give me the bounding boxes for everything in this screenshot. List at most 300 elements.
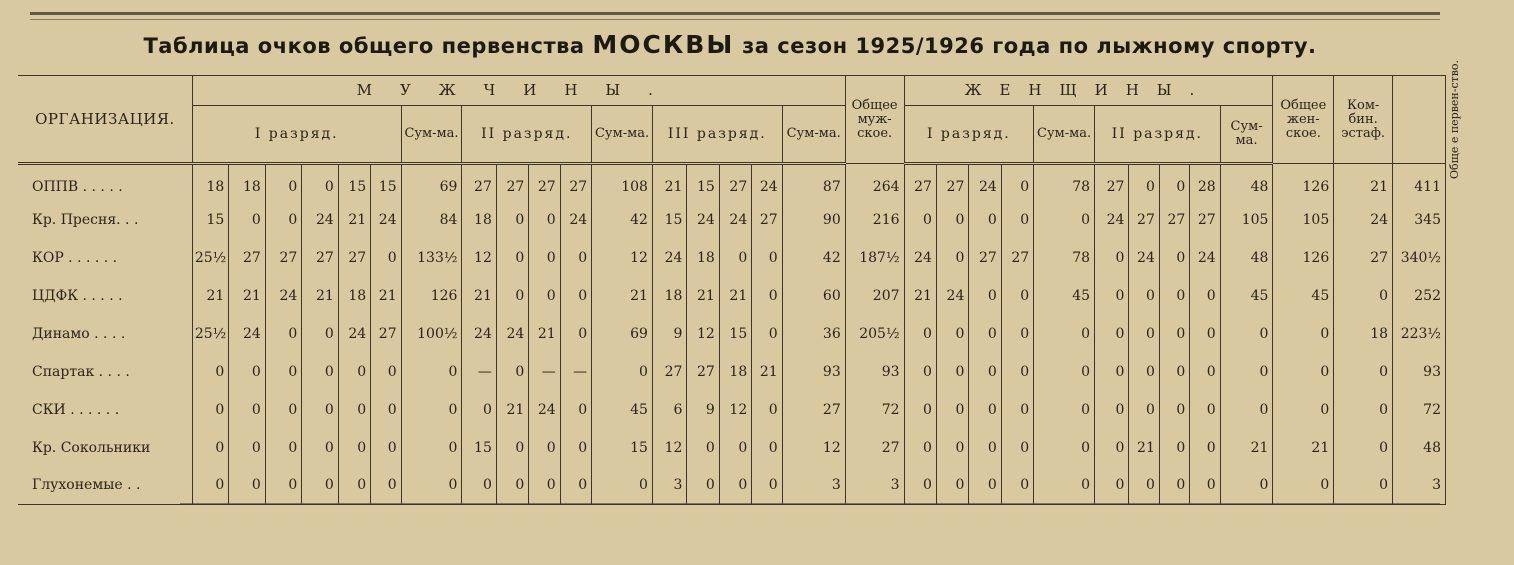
- score-cell-w1s: 78: [1034, 164, 1095, 202]
- score-cell-wt: 21: [1273, 429, 1334, 467]
- score-cell-w2: 0: [1159, 164, 1189, 202]
- score-cell-w1s: 0: [1034, 429, 1095, 467]
- score-cell-m3: 24: [752, 164, 782, 202]
- score-cell-m1: 21: [338, 201, 370, 239]
- score-cell-w2s: 0: [1220, 391, 1273, 429]
- score-cell-m1: 0: [265, 353, 301, 391]
- header-overall: [1393, 59, 1462, 180]
- score-cell-m1: 0: [192, 353, 228, 391]
- score-cell-m1: 27: [229, 239, 265, 277]
- score-cell-w1: 21: [904, 277, 936, 315]
- score-cell-relay: 0: [1334, 353, 1393, 391]
- score-cell-m3: 0: [752, 391, 782, 429]
- score-cell-relay: 18: [1334, 315, 1393, 353]
- score-cell-m3: 18: [652, 277, 686, 315]
- score-cell-w2: 0: [1190, 391, 1220, 429]
- score-cell-m1: 0: [265, 467, 301, 505]
- score-cell-total: 3: [1393, 467, 1446, 505]
- score-cell-m1s: 0: [401, 467, 462, 505]
- score-cell-w2: 24: [1129, 239, 1159, 277]
- score-cell-w2: 0: [1159, 429, 1189, 467]
- score-cell-m2: 18: [462, 201, 496, 239]
- score-cell-w1: 0: [969, 391, 1001, 429]
- score-cell-w2: 0: [1095, 315, 1129, 353]
- score-cell-m2: 0: [496, 467, 528, 505]
- score-cell-w1: 0: [904, 467, 936, 505]
- score-cell-m1: 0: [338, 429, 370, 467]
- score-cell-w1: 0: [904, 315, 936, 353]
- score-cell-m2: 0: [496, 353, 528, 391]
- score-cell-w2: 0: [1095, 239, 1129, 277]
- score-cell-m1: 21: [229, 277, 265, 315]
- header-overall-text: Обще е первен-ство.: [1448, 59, 1462, 180]
- score-cell-w2: 27: [1190, 201, 1220, 239]
- header-women-rank2-sum: Сум-ма.: [1220, 106, 1273, 164]
- score-cell-w1: 24: [936, 277, 968, 315]
- score-cell-m3: 24: [719, 201, 751, 239]
- score-cell-m3: 24: [687, 201, 719, 239]
- score-cell-m2: 24: [560, 201, 591, 239]
- organization-name: Динамо . . . .: [18, 315, 192, 353]
- score-cell-m2: 21: [496, 391, 528, 429]
- score-cell-w2: 24: [1095, 201, 1129, 239]
- score-cell-w1: 0: [969, 467, 1001, 505]
- score-cell-m1: 0: [192, 429, 228, 467]
- score-cell-w2s: 45: [1220, 277, 1273, 315]
- score-cell-m3s: 3: [782, 467, 845, 505]
- score-cell-m2s: 15: [592, 429, 653, 467]
- score-cell-w1: 0: [969, 353, 1001, 391]
- score-cell-m3: 15: [719, 315, 751, 353]
- header-men-rank2: II разряд.: [462, 106, 592, 164]
- table-row: [18, 277, 1446, 315]
- score-cell-m1: 0: [229, 201, 265, 239]
- score-cell-m2: 0: [462, 467, 496, 505]
- header-women-rank1-sum: Сум-ма.: [1034, 106, 1095, 164]
- score-cell-m1: 18: [229, 164, 265, 202]
- score-cell-w1s: 0: [1034, 353, 1095, 391]
- score-cell-w2: 0: [1129, 467, 1159, 505]
- header-men-rank3: III разряд.: [652, 106, 782, 164]
- score-cell-m3: 3: [652, 467, 686, 505]
- score-cell-m3: 0: [752, 315, 782, 353]
- score-cell-m1: 0: [302, 467, 338, 505]
- header-women-rank2: II разряд.: [1095, 106, 1221, 164]
- score-cell-m2: 0: [560, 315, 591, 353]
- score-cell-relay: 0: [1334, 467, 1393, 505]
- score-cell-total: 340½: [1393, 239, 1446, 277]
- organization-name: Глухонемые . .: [18, 467, 192, 505]
- score-cell-m1: 25½: [192, 239, 228, 277]
- organization-name: КОР . . . . . .: [18, 239, 192, 277]
- score-cell-w1: 0: [1001, 429, 1033, 467]
- score-cell-m1: 0: [302, 353, 338, 391]
- score-cell-wt: 126: [1273, 239, 1334, 277]
- score-cell-mt: 93: [845, 353, 904, 391]
- score-cell-m1: 21: [302, 277, 338, 315]
- score-cell-w2: 0: [1190, 353, 1220, 391]
- score-cell-w2s: 105: [1220, 201, 1273, 239]
- score-cell-w2: 28: [1190, 164, 1220, 202]
- score-cell-m3s: 93: [782, 353, 845, 391]
- score-cell-m1: 15: [192, 201, 228, 239]
- score-cell-w1: 27: [1001, 239, 1033, 277]
- score-table: [18, 59, 1462, 505]
- score-cell-m1: 0: [371, 353, 401, 391]
- score-cell-w1: 0: [904, 201, 936, 239]
- score-cell-relay: 27: [1334, 239, 1393, 277]
- score-cell-m1: 0: [229, 467, 265, 505]
- score-cell-m3s: 12: [782, 429, 845, 467]
- score-cell-w1: 0: [1001, 391, 1033, 429]
- score-cell-w2s: 48: [1220, 239, 1273, 277]
- score-cell-total: 48: [1393, 429, 1446, 467]
- score-cell-w2: 0: [1190, 429, 1220, 467]
- score-cell-m3s: 87: [782, 164, 845, 202]
- score-cell-m2: 27: [462, 164, 496, 202]
- top-rule: [30, 12, 1440, 15]
- score-cell-m2: 0: [529, 429, 560, 467]
- score-cell-m1: 0: [265, 429, 301, 467]
- score-cell-m1: 0: [265, 201, 301, 239]
- header-men-rank2-sum: Сум-ма.: [592, 106, 653, 164]
- score-cell-m1s: 0: [401, 391, 462, 429]
- score-cell-w1: 27: [904, 164, 936, 202]
- header-relay: Ком-бин. эстаф.: [1334, 76, 1393, 164]
- score-cell-m2: 0: [496, 277, 528, 315]
- score-cell-m1: 24: [265, 277, 301, 315]
- score-cell-w2: 0: [1159, 353, 1189, 391]
- score-cell-m3: 6: [652, 391, 686, 429]
- table-row: [18, 391, 1446, 429]
- score-cell-w1: 0: [1001, 315, 1033, 353]
- score-cell-total: 252: [1393, 277, 1446, 315]
- score-cell-w1s: 0: [1034, 315, 1095, 353]
- score-cell-w1: 0: [969, 429, 1001, 467]
- score-cell-m3: 15: [687, 164, 719, 202]
- score-cell-m1: 0: [192, 391, 228, 429]
- score-cell-wt: 0: [1273, 467, 1334, 505]
- score-cell-w2: 0: [1159, 391, 1189, 429]
- score-cell-wt: 0: [1273, 391, 1334, 429]
- score-cell-w2: 0: [1095, 429, 1129, 467]
- header-men-rank1: I разряд.: [192, 106, 401, 164]
- score-cell-m2: —: [560, 353, 591, 391]
- score-cell-m1s: 133½: [401, 239, 462, 277]
- score-cell-w1s: 0: [1034, 201, 1095, 239]
- score-cell-w1: 0: [1001, 467, 1033, 505]
- score-table-body: [18, 164, 1446, 505]
- score-cell-m3: 0: [752, 429, 782, 467]
- score-cell-m2: —: [529, 353, 560, 391]
- score-cell-wt: 0: [1273, 315, 1334, 353]
- score-cell-m1: 0: [338, 391, 370, 429]
- score-cell-m1: 27: [338, 239, 370, 277]
- score-cell-m1: 27: [265, 239, 301, 277]
- score-cell-m2: 27: [496, 164, 528, 202]
- score-cell-w2: 0: [1129, 315, 1159, 353]
- score-cell-relay: 0: [1334, 277, 1393, 315]
- score-cell-m2: 0: [529, 277, 560, 315]
- score-cell-mt: 27: [845, 429, 904, 467]
- score-cell-m2: 12: [462, 239, 496, 277]
- score-cell-w2: 24: [1190, 239, 1220, 277]
- score-cell-m2: 24: [529, 391, 560, 429]
- score-cell-relay: 24: [1334, 201, 1393, 239]
- score-cell-w2: 27: [1095, 164, 1129, 202]
- score-cell-w1: 24: [904, 239, 936, 277]
- score-cell-m1: 0: [192, 467, 228, 505]
- score-cell-m1: 15: [371, 164, 401, 202]
- score-cell-w2: 0: [1129, 164, 1159, 202]
- score-cell-w2: 0: [1129, 353, 1159, 391]
- score-cell-w1s: 0: [1034, 467, 1095, 505]
- score-cell-m3: 0: [719, 429, 751, 467]
- score-cell-relay: 0: [1334, 391, 1393, 429]
- score-cell-w2: 0: [1129, 391, 1159, 429]
- score-cell-m3: 18: [719, 353, 751, 391]
- score-cell-w1: 0: [969, 201, 1001, 239]
- score-cell-w1s: 0: [1034, 391, 1095, 429]
- score-cell-m3: 27: [652, 353, 686, 391]
- score-cell-wt: 126: [1273, 164, 1334, 202]
- score-cell-m2: 0: [496, 429, 528, 467]
- score-cell-m3: 27: [752, 201, 782, 239]
- score-cell-w1: 0: [969, 277, 1001, 315]
- score-cell-m2: 0: [560, 429, 591, 467]
- score-cell-m2: 0: [529, 239, 560, 277]
- score-cell-m1: 0: [265, 391, 301, 429]
- score-cell-m3s: 60: [782, 277, 845, 315]
- score-cell-w2s: 21: [1220, 429, 1273, 467]
- score-cell-w1: 0: [1001, 353, 1033, 391]
- score-cell-m3: 18: [687, 239, 719, 277]
- score-cell-m2: 27: [529, 164, 560, 202]
- score-cell-w2: 0: [1190, 277, 1220, 315]
- score-cell-m2s: 21: [592, 277, 653, 315]
- score-cell-m3: 0: [752, 467, 782, 505]
- score-cell-w1: 0: [969, 315, 1001, 353]
- score-cell-m2: 0: [560, 467, 591, 505]
- score-cell-m1: 0: [265, 315, 301, 353]
- bottom-rule: [180, 503, 1440, 505]
- score-cell-mt: 264: [845, 164, 904, 202]
- score-cell-m1: 27: [371, 315, 401, 353]
- score-cell-m2: 0: [462, 391, 496, 429]
- score-cell-m1: 0: [302, 164, 338, 202]
- score-cell-w2: 21: [1129, 429, 1159, 467]
- score-cell-total: 93: [1393, 353, 1446, 391]
- table-row: [18, 467, 1446, 505]
- score-cell-m2: 0: [496, 239, 528, 277]
- score-cell-m3s: 36: [782, 315, 845, 353]
- table-row: [18, 164, 1446, 202]
- score-cell-m2: 21: [529, 315, 560, 353]
- score-cell-m1: 21: [192, 277, 228, 315]
- score-cell-m1: 25½: [192, 315, 228, 353]
- table-row: [18, 429, 1446, 467]
- score-cell-m3: 0: [687, 467, 719, 505]
- score-cell-m3: 12: [687, 315, 719, 353]
- score-cell-m2: 0: [560, 277, 591, 315]
- score-cell-m2: 0: [560, 391, 591, 429]
- organization-name: СКИ . . . . . .: [18, 391, 192, 429]
- score-cell-w1: 0: [936, 391, 968, 429]
- score-cell-w1: 0: [936, 353, 968, 391]
- score-cell-w1: 0: [904, 391, 936, 429]
- score-cell-mt: 72: [845, 391, 904, 429]
- score-cell-wt: 105: [1273, 201, 1334, 239]
- score-cell-m1s: 0: [401, 353, 462, 391]
- score-cell-mt: 207: [845, 277, 904, 315]
- organization-name: Спартак . . . .: [18, 353, 192, 391]
- score-cell-m3: 0: [719, 239, 751, 277]
- score-cell-w1: 0: [936, 239, 968, 277]
- score-cell-w2s: 48: [1220, 164, 1273, 202]
- score-cell-m2s: 0: [592, 467, 653, 505]
- score-cell-m1s: 126: [401, 277, 462, 315]
- score-cell-m2s: 42: [592, 201, 653, 239]
- score-cell-m1: 27: [302, 239, 338, 277]
- score-cell-m1: 0: [302, 315, 338, 353]
- score-cell-w2: 0: [1190, 315, 1220, 353]
- score-cell-m3: 9: [652, 315, 686, 353]
- score-cell-w1: 24: [969, 164, 1001, 202]
- header-total-men: Общее муж-ское.: [845, 76, 904, 164]
- score-cell-m1: 18: [338, 277, 370, 315]
- table-row: [18, 315, 1446, 353]
- score-cell-m2: 0: [496, 201, 528, 239]
- score-cell-m3s: 27: [782, 391, 845, 429]
- score-cell-m3: 9: [687, 391, 719, 429]
- score-cell-m1: 0: [302, 391, 338, 429]
- score-cell-m2s: 12: [592, 239, 653, 277]
- score-cell-w1: 27: [936, 164, 968, 202]
- score-cell-m3: 24: [652, 239, 686, 277]
- score-cell-m1s: 84: [401, 201, 462, 239]
- header-women: ЖЕНЩИНЫ.: [904, 76, 1273, 106]
- score-cell-w2: 0: [1159, 315, 1189, 353]
- score-cell-m1: 24: [338, 315, 370, 353]
- score-cell-m2: 21: [462, 277, 496, 315]
- score-cell-w2: 27: [1129, 201, 1159, 239]
- score-cell-m2: 0: [529, 201, 560, 239]
- score-cell-m2: 0: [529, 467, 560, 505]
- score-cell-m3: 12: [719, 391, 751, 429]
- score-cell-m3: 27: [719, 164, 751, 202]
- score-cell-m1: 24: [302, 201, 338, 239]
- score-cell-w1: 0: [1001, 164, 1033, 202]
- score-cell-w1: 0: [904, 429, 936, 467]
- score-cell-w2s: 0: [1220, 353, 1273, 391]
- score-cell-m1: 0: [229, 353, 265, 391]
- score-cell-w2: 0: [1190, 467, 1220, 505]
- title-part2: за сезон 1925/1926 года по лыжному спорту.: [742, 34, 1317, 58]
- score-cell-w2: 0: [1129, 277, 1159, 315]
- score-cell-w2: 0: [1159, 239, 1189, 277]
- score-cell-relay: 0: [1334, 429, 1393, 467]
- score-cell-w1: 0: [936, 201, 968, 239]
- score-cell-m3: 21: [687, 277, 719, 315]
- score-cell-m1: 0: [371, 467, 401, 505]
- header-organization: ОРГАНИЗАЦИЯ.: [18, 76, 192, 164]
- score-cell-total: 411: [1393, 164, 1446, 202]
- score-cell-m1s: 0: [401, 429, 462, 467]
- score-cell-w2: 0: [1159, 277, 1189, 315]
- score-cell-m1s: 100½: [401, 315, 462, 353]
- score-cell-m1: 0: [265, 164, 301, 202]
- score-cell-m1: 0: [338, 467, 370, 505]
- header-men: МУЖЧИНЫ.: [192, 76, 845, 106]
- score-cell-m3: 27: [687, 353, 719, 391]
- score-cell-w2: 0: [1159, 467, 1189, 505]
- score-cell-total: 345: [1393, 201, 1446, 239]
- organization-name: ОППВ . . . . .: [18, 164, 192, 202]
- title-part1: Таблица очков общего первенства: [143, 34, 585, 58]
- score-cell-w1: 0: [936, 315, 968, 353]
- score-cell-m1: 0: [338, 353, 370, 391]
- score-cell-m1: 0: [371, 239, 401, 277]
- score-cell-m2: 24: [462, 315, 496, 353]
- score-cell-m3: 21: [752, 353, 782, 391]
- table-row: [18, 239, 1446, 277]
- score-cell-w2: 0: [1095, 391, 1129, 429]
- score-cell-wt: 0: [1273, 353, 1334, 391]
- score-cell-m2: 0: [560, 239, 591, 277]
- score-cell-w1: 0: [936, 467, 968, 505]
- title-city: МОСКВЫ: [592, 30, 735, 59]
- header-men-rank3-sum: Сум-ма.: [782, 106, 845, 164]
- score-cell-w1: 27: [969, 239, 1001, 277]
- score-cell-m2: 24: [496, 315, 528, 353]
- score-cell-m3: 12: [652, 429, 686, 467]
- score-cell-w1: 0: [1001, 201, 1033, 239]
- score-cell-m2s: 108: [592, 164, 653, 202]
- header-total-women: Общее жен-ское.: [1273, 76, 1334, 164]
- score-cell-m2s: 69: [592, 315, 653, 353]
- score-cell-m2: 27: [560, 164, 591, 202]
- score-cell-mt: 205½: [845, 315, 904, 353]
- score-cell-m1: 15: [338, 164, 370, 202]
- score-cell-w2s: 0: [1220, 315, 1273, 353]
- score-cell-w2: 0: [1095, 467, 1129, 505]
- score-cell-w2: 0: [1095, 353, 1129, 391]
- score-cell-mt: 3: [845, 467, 904, 505]
- score-cell-w1s: 45: [1034, 277, 1095, 315]
- score-cell-m3: 15: [652, 201, 686, 239]
- score-cell-m1: 0: [371, 391, 401, 429]
- score-cell-m2s: 45: [592, 391, 653, 429]
- top-rule-thin: [30, 19, 1440, 20]
- score-cell-m1: 0: [371, 429, 401, 467]
- score-cell-m2: 15: [462, 429, 496, 467]
- score-cell-m1: 0: [229, 429, 265, 467]
- score-cell-m2s: 0: [592, 353, 653, 391]
- score-cell-w1: 0: [1001, 277, 1033, 315]
- score-cell-m3: 0: [687, 429, 719, 467]
- score-cell-m3s: 90: [782, 201, 845, 239]
- score-cell-m1: 18: [192, 164, 228, 202]
- score-cell-total: 72: [1393, 391, 1446, 429]
- score-cell-m3: 0: [752, 277, 782, 315]
- table-row: [18, 201, 1446, 239]
- score-cell-m1: 24: [371, 201, 401, 239]
- score-cell-wt: 45: [1273, 277, 1334, 315]
- score-cell-relay: 21: [1334, 164, 1393, 202]
- table-row: [18, 353, 1446, 391]
- score-cell-m3: 21: [719, 277, 751, 315]
- score-cell-m1s: 69: [401, 164, 462, 202]
